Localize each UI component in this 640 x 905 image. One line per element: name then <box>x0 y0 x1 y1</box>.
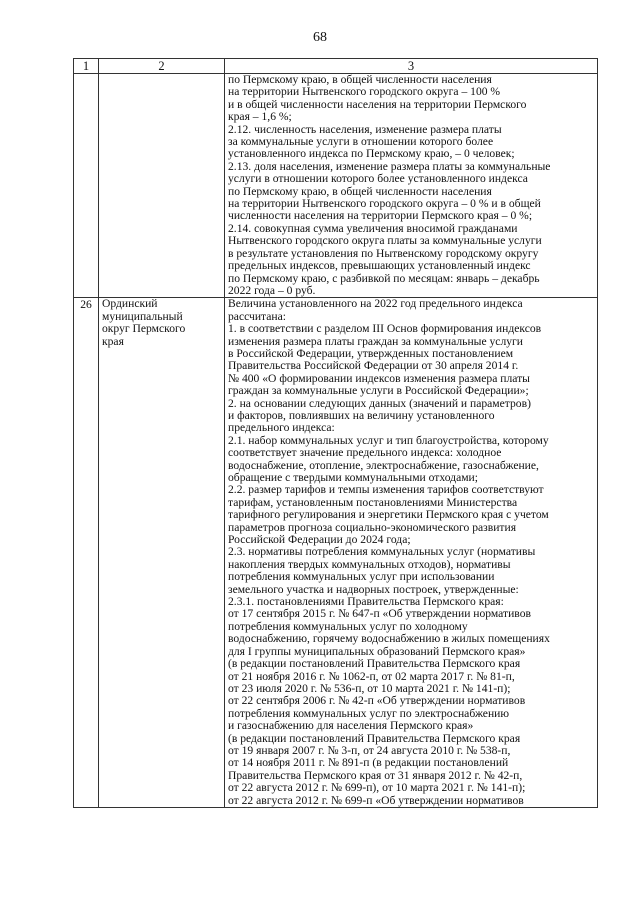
text-line: Правительства Российской Федерации от 30 апреля 2014 г. <box>228 359 519 373</box>
text-line: 2.2. размер тарифов и темпы изменения тарифов соответствуют <box>228 483 544 497</box>
text-line: № 400 «О формировании индексов изменения размера платы <box>228 371 530 385</box>
text-line: на территории Нытвенского городского округа – 0 % и в общей <box>228 197 541 211</box>
text-line: в результате установления по Нытвенскому городскому округу <box>228 246 539 260</box>
text-line: 2.1. набор коммунальных услуг и тип благоустройства, которому <box>228 433 549 447</box>
text-line: Правительства Пермского края от 31 января 2012 г. № 42-п, <box>228 768 523 782</box>
municipality-name <box>99 74 225 298</box>
row-content <box>225 74 598 298</box>
text-line: 2.3. нормативы потребления коммунальных услуг (нормативы <box>228 545 536 559</box>
text-line: от 22 августа 2012 г. № 699-п), от 10 марта 2021 г. № 141-п); <box>228 781 526 795</box>
text-line: от 17 сентября 2015 г. № 647-п «Об утверждении нормативов <box>228 607 531 621</box>
table-row-continuation <box>74 74 598 298</box>
text-line: округ Пермского <box>102 322 186 336</box>
column-header-2: 2 <box>99 59 225 74</box>
text-line: водоснабжению, горячему водоснабжению в жилых помещениях <box>228 632 550 646</box>
text-line: услуги в отношении которого более установленного индекса <box>228 172 528 186</box>
text-line: численности населения на территории Пермского края – 0 %; <box>228 209 533 223</box>
text-line: для I группы муниципальных образований Пермского края» <box>228 644 526 658</box>
text-line: рассчитана: <box>228 309 286 323</box>
page-number: 68 <box>313 30 327 45</box>
row-number <box>74 74 99 298</box>
text-line: и факторов, повлиявших на величину установленного <box>228 408 495 422</box>
text-line: параметров прогноза социально-экономического развития <box>228 520 517 534</box>
text-line: края – 1,6 %; <box>228 110 292 124</box>
text-line: 2.12. численность населения, изменение размера платы <box>228 122 502 136</box>
text-line: за коммунальные услуги в отношении которого более <box>228 135 494 149</box>
text-line: Величина установленного на 2022 год предельного индекса <box>228 297 523 311</box>
text-line: на территории Нытвенского городского округа – 100 % <box>228 85 501 99</box>
table-row-26 <box>74 298 598 808</box>
text-line: от 22 сентября 2006 г. № 42-п «Об утверждении нормативов <box>228 694 526 708</box>
text-line: по Пермскому краю, в общей численности населения <box>228 184 492 198</box>
text-line: 1. в соответствии с разделом III Основ формирования индексов <box>228 322 542 336</box>
document-table <box>73 58 598 808</box>
text-line: в Российской Федерации, утвержденных постановлением <box>228 346 514 360</box>
text-line: потребления коммунальных услуг при использовании <box>228 570 495 584</box>
text-line: тарифам, установленным постановлениями Министерства <box>228 495 518 509</box>
text-line: водоснабжение, отопление, электроснабжение, газоснабжение, <box>228 458 539 472</box>
text-line: по Пермскому краю, в общей численности населения <box>228 73 492 86</box>
text-line: муниципальный <box>102 309 183 323</box>
text-line: (в редакции постановлений Правительства Пермского края <box>228 731 521 745</box>
text-line: по Пермскому краю, с разбивкой по месяцам: январь – декабрь <box>228 271 540 285</box>
text-line: потребления коммунальных услуг по электроснабжению <box>228 706 510 720</box>
text-line: и в общей численности населения на территории Пермского <box>228 97 527 111</box>
table-header-row <box>74 59 598 74</box>
row-content <box>225 298 598 808</box>
text-line: потребления коммунальных услуг по холодному <box>228 619 468 633</box>
text-line: от 14 ноября 2011 г. № 891-п (в редакции постановлений <box>228 756 509 770</box>
text-line: края <box>102 334 124 348</box>
text-line: тарифного регулирования и энергетики Пермского края с учетом <box>228 508 549 522</box>
text-line: предельного индекса: <box>228 421 335 435</box>
text-line: 2.14. совокупная сумма увеличения вносимой гражданами <box>228 221 518 235</box>
column-header-3: 3 <box>225 59 598 74</box>
row-number: 26 <box>74 298 99 808</box>
text-line: 2. на основании следующих данных (значений и параметров) <box>228 396 531 410</box>
text-line: накопления твердых коммунальных отходов), нормативы <box>228 557 511 571</box>
municipality-name <box>99 298 225 808</box>
text-line: 2.3.1. постановлениями Правительства Пермского края: <box>228 595 504 609</box>
text-line: земельного участка и надворных построек, утвержденные: <box>228 582 519 596</box>
text-line: изменения размера платы граждан за коммунальные услуги <box>228 334 523 348</box>
text-line: предельных индексов, превышающих установленный индекс <box>228 259 531 273</box>
text-line: и газоснабжению для населения Пермского края» <box>228 719 474 733</box>
text-line: от 23 июля 2020 г. № 536-п, от 10 марта 2021 г. № 141-п); <box>228 681 511 695</box>
text-line: установленного индекса по Пермскому краю, – 0 человек; <box>228 147 515 161</box>
text-line: 2022 года – 0 руб. <box>228 283 316 297</box>
text-line: (в редакции постановлений Правительства Пермского края <box>228 657 521 671</box>
text-line: обращение с твердыми коммунальными отходами; <box>228 471 478 484</box>
text-line: соответствует значение предельного индекса: холодное <box>228 446 502 460</box>
text-line: Ординский <box>102 297 158 311</box>
column-header-1: 1 <box>74 59 99 74</box>
text-line: Нытвенского городского округа платы за коммунальные услуги <box>228 234 542 248</box>
text-line: от 21 ноября 2016 г. № 1062-п, от 02 марта 2017 г. № 81-п, <box>228 669 515 683</box>
text-line: граждан за коммунальные услуги в Российской Федерации»; <box>228 384 529 398</box>
text-line: Российской Федерации до 2024 года; <box>228 533 411 547</box>
text-line: от 22 августа 2012 г. № 699-п «Об утверждении нормативов <box>228 793 524 807</box>
text-line: 2.13. доля населения, изменение размера платы за коммунальные <box>228 159 551 173</box>
text-line: от 19 января 2007 г. № 3-п, от 24 августа 2010 г. № 538-п, <box>228 743 511 757</box>
